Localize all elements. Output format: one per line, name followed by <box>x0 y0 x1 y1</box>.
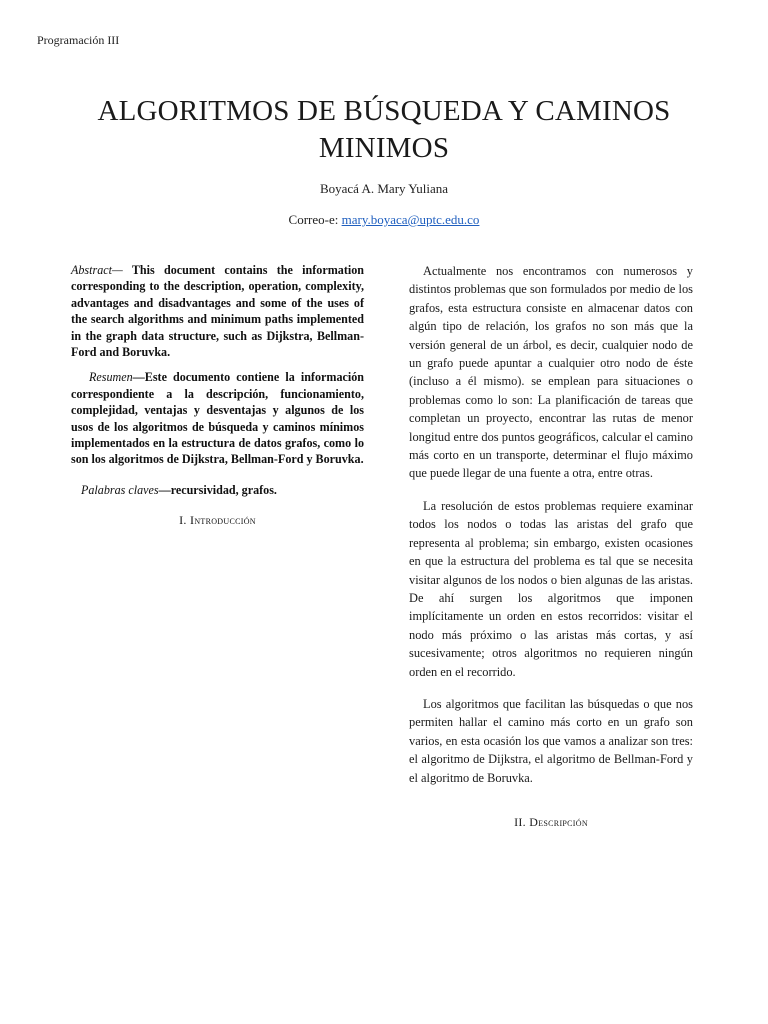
email-line <box>40 212 728 228</box>
running-header: Programación III <box>37 33 120 47</box>
keywords-paragraph <box>71 482 364 498</box>
paper-title: ALGORITMOS DE BÚSQUEDA Y CAMINOS MINIMOS <box>97 95 671 164</box>
keywords-text: —recursividad, grafos. <box>158 482 277 497</box>
resumen-lead: Resumen <box>89 370 133 385</box>
body-paragraph-2: La resolución de estos problemas requiere examinar todos los nodos o todas las aristas del grafo que representa al problema; sin embargo, existen ocasiones en que la estructura del problema es tal que se necesita visitar algunos de los nodos o bien algunas de las aristas. De ahí surgen los algoritmos que imponen implícitamente un orden en estos recorridos: visitar el nodo más próximo o las aristas más cortas, y así sucesivamente; otros algoritmos no requieren ningún orden en el recorrido. <box>409 498 693 679</box>
section-heading-descripcion: II. Descripción <box>514 814 588 829</box>
resumen-paragraph <box>71 369 364 467</box>
right-column <box>409 262 693 831</box>
body-paragraph-3: Los algoritmos que facilitan las búsquedas o que nos permiten hallar el camino más corto en un grafo son varios, en esta ocasión los que vamos a analizar son tres: el algoritmo de Dijkstra, el algoritmo de Bellman-Ford y el algoritmo de Boruvka. <box>409 696 693 785</box>
author-name: Boyacá A. Mary Yuliana <box>319 181 449 196</box>
keywords-lead: Palabras claves <box>81 482 159 497</box>
email-label: Correo-e: <box>288 212 342 227</box>
section-heading-introduccion: I. Introducción <box>179 513 256 528</box>
body-paragraph-1: Actualmente nos encontramos con numerosos y distintos problemas que son formulados por medio de los grafos, esta estructura consiste en almacenar datos con algún tipo de relación, los grafos no son más que la versión general de un árbol, es decir, cualquier nodo de un grafo puede apuntar a cualquier otro nodo de éste (incluso a él mismo). se emplean para situaciones o problemas como lo son: La planificación de tareas que completan un proyecto, encontrar las rutas de menor longitud entre dos puntos geográficos, calcular el camino más corto en un transporte, determinar el flujo máximo que puede llegar de una fuente a otra, entre otras. <box>409 264 693 481</box>
abstract-lead: Abstract— <box>71 263 123 277</box>
abstract-text: This document contains the information corresponding to the description, operation, complexity, advantages and disadvantages and some of the uses of the search algorithms and minimum paths implemented in the graph data structure, such as Dijkstra, Bellman-Ford and Boruvka. <box>71 263 364 360</box>
abstract-paragraph <box>71 262 364 360</box>
left-column <box>71 262 364 529</box>
email-link[interactable]: mary.boyaca@uptc.edu.co <box>341 212 480 227</box>
resumen-text: —Este documento contiene la información correspondiente a la descripción, funcionamiento, complejidad, ventajas y desventajas y algunos de los usos de los algoritmos de búsqueda y caminos mínimos implementados en la estructura de datos grafos, como lo son los algoritmos de Dijkstra, Bellman-Ford y Boruvka. <box>71 370 364 467</box>
